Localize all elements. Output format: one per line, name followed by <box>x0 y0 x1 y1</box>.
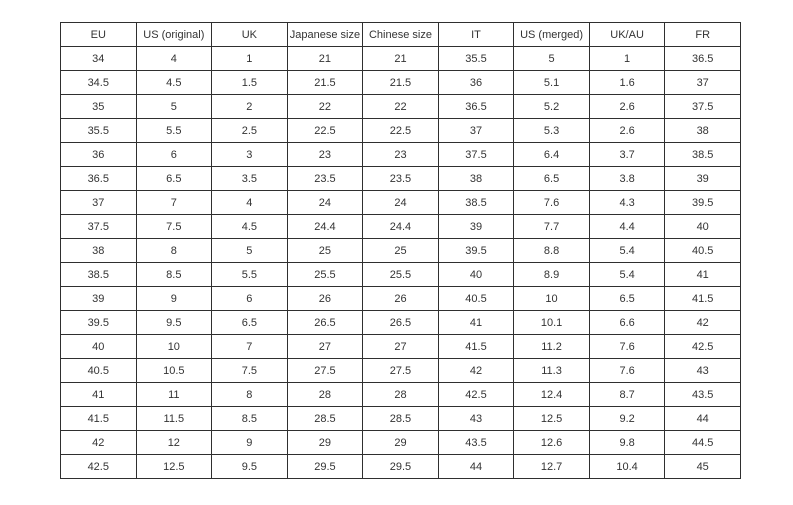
table-cell: 6 <box>212 287 288 311</box>
table-row <box>61 455 741 479</box>
table-cell: 26 <box>287 287 363 311</box>
table-cell: 3.8 <box>589 167 665 191</box>
table-cell: 36.5 <box>665 47 741 71</box>
table-cell: 40 <box>665 215 741 239</box>
table-cell: 41.5 <box>61 407 137 431</box>
table-cell: 1.5 <box>212 71 288 95</box>
table-cell: 42 <box>61 431 137 455</box>
table-cell: 9.2 <box>589 407 665 431</box>
table-cell: 35.5 <box>61 119 137 143</box>
table-cell: 39 <box>61 287 137 311</box>
table-cell: 44 <box>438 455 514 479</box>
table-row <box>61 311 741 335</box>
table-cell: 21.5 <box>287 71 363 95</box>
table-row <box>61 407 741 431</box>
table-row <box>61 383 741 407</box>
table-cell: 5 <box>136 95 212 119</box>
table-cell: 40.5 <box>61 359 137 383</box>
table-cell: 1 <box>589 47 665 71</box>
table-cell: 12.6 <box>514 431 590 455</box>
table-cell: 37.5 <box>665 95 741 119</box>
table-cell: 40 <box>61 335 137 359</box>
table-cell: 2.6 <box>589 95 665 119</box>
table-cell: 7 <box>136 191 212 215</box>
table-cell: 21.5 <box>363 71 439 95</box>
table-cell: 36 <box>438 71 514 95</box>
table-cell: 29 <box>363 431 439 455</box>
table-row <box>61 431 741 455</box>
table-cell: 7 <box>212 335 288 359</box>
table-cell: 39 <box>665 167 741 191</box>
table-cell: 26.5 <box>287 311 363 335</box>
table-cell: 1.6 <box>589 71 665 95</box>
table-cell: 23 <box>287 143 363 167</box>
size-conversion-table-container <box>60 22 741 479</box>
table-cell: 45 <box>665 455 741 479</box>
table-cell: 44 <box>665 407 741 431</box>
table-cell: 12.5 <box>514 407 590 431</box>
table-cell: 35.5 <box>438 47 514 71</box>
table-cell: 35 <box>61 95 137 119</box>
column-header: Japanese size <box>287 23 363 47</box>
table-cell: 36.5 <box>61 167 137 191</box>
table-row <box>61 335 741 359</box>
table-cell: 6.5 <box>589 287 665 311</box>
table-cell: 23 <box>363 143 439 167</box>
table-cell: 5.4 <box>589 263 665 287</box>
table-cell: 38.5 <box>61 263 137 287</box>
table-cell: 11.3 <box>514 359 590 383</box>
table-cell: 40 <box>438 263 514 287</box>
table-cell: 4 <box>136 47 212 71</box>
table-cell: 9.5 <box>212 455 288 479</box>
column-header: IT <box>438 23 514 47</box>
table-row <box>61 263 741 287</box>
table-cell: 37.5 <box>438 143 514 167</box>
table-cell: 37.5 <box>61 215 137 239</box>
table-cell: 5 <box>514 47 590 71</box>
table-body <box>61 47 741 479</box>
table-cell: 10 <box>514 287 590 311</box>
table-cell: 29 <box>287 431 363 455</box>
table-cell: 25 <box>287 239 363 263</box>
column-header: Chinese size <box>363 23 439 47</box>
table-cell: 41.5 <box>438 335 514 359</box>
table-cell: 21 <box>287 47 363 71</box>
table-cell: 8.9 <box>514 263 590 287</box>
table-header <box>61 23 741 47</box>
table-cell: 22.5 <box>287 119 363 143</box>
table-cell: 24.4 <box>363 215 439 239</box>
table-cell: 39.5 <box>61 311 137 335</box>
table-cell: 4.3 <box>589 191 665 215</box>
table-cell: 8 <box>212 383 288 407</box>
table-cell: 9.5 <box>136 311 212 335</box>
table-cell: 25.5 <box>363 263 439 287</box>
table-cell: 41 <box>438 311 514 335</box>
table-cell: 25 <box>363 239 439 263</box>
table-cell: 23.5 <box>287 167 363 191</box>
table-cell: 42.5 <box>665 335 741 359</box>
table-cell: 41 <box>665 263 741 287</box>
table-cell: 9 <box>212 431 288 455</box>
table-cell: 4.5 <box>136 71 212 95</box>
table-cell: 6 <box>136 143 212 167</box>
table-cell: 4.4 <box>589 215 665 239</box>
table-cell: 42 <box>665 311 741 335</box>
table-cell: 11.5 <box>136 407 212 431</box>
table-row <box>61 47 741 71</box>
table-cell: 7.6 <box>589 335 665 359</box>
table-cell: 10.5 <box>136 359 212 383</box>
table-row <box>61 119 741 143</box>
table-cell: 12.4 <box>514 383 590 407</box>
table-cell: 7.7 <box>514 215 590 239</box>
table-cell: 26 <box>363 287 439 311</box>
table-cell: 9 <box>136 287 212 311</box>
table-cell: 8 <box>136 239 212 263</box>
table-row <box>61 287 741 311</box>
table-cell: 11 <box>136 383 212 407</box>
table-cell: 5 <box>212 239 288 263</box>
table-cell: 40.5 <box>438 287 514 311</box>
table-cell: 28.5 <box>363 407 439 431</box>
table-cell: 40.5 <box>665 239 741 263</box>
column-header: EU <box>61 23 137 47</box>
table-cell: 12.5 <box>136 455 212 479</box>
table-cell: 42 <box>438 359 514 383</box>
table-cell: 5.5 <box>136 119 212 143</box>
table-cell: 28 <box>287 383 363 407</box>
table-cell: 42.5 <box>438 383 514 407</box>
table-cell: 34 <box>61 47 137 71</box>
table-cell: 11.2 <box>514 335 590 359</box>
table-cell: 39.5 <box>665 191 741 215</box>
table-cell: 6.5 <box>136 167 212 191</box>
header-row <box>61 23 741 47</box>
table-cell: 6.5 <box>514 167 590 191</box>
table-cell: 28.5 <box>287 407 363 431</box>
table-cell: 6.6 <box>589 311 665 335</box>
table-cell: 12 <box>136 431 212 455</box>
table-cell: 29.5 <box>363 455 439 479</box>
table-cell: 6.5 <box>212 311 288 335</box>
table-cell: 10 <box>136 335 212 359</box>
table-cell: 29.5 <box>287 455 363 479</box>
table-cell: 6.4 <box>514 143 590 167</box>
table-cell: 8.5 <box>212 407 288 431</box>
table-cell: 38 <box>665 119 741 143</box>
table-cell: 5.3 <box>514 119 590 143</box>
table-cell: 21 <box>363 47 439 71</box>
table-cell: 42.5 <box>61 455 137 479</box>
column-header: US (original) <box>136 23 212 47</box>
table-cell: 2.6 <box>589 119 665 143</box>
table-row <box>61 239 741 263</box>
table-cell: 22 <box>287 95 363 119</box>
table-cell: 27.5 <box>363 359 439 383</box>
column-header: UK <box>212 23 288 47</box>
table-cell: 3.5 <box>212 167 288 191</box>
table-cell: 27 <box>287 335 363 359</box>
table-cell: 2 <box>212 95 288 119</box>
table-row <box>61 359 741 383</box>
table-cell: 36.5 <box>438 95 514 119</box>
table-cell: 27 <box>363 335 439 359</box>
table-cell: 43.5 <box>665 383 741 407</box>
size-conversion-table <box>60 22 741 479</box>
table-cell: 37 <box>665 71 741 95</box>
table-cell: 44.5 <box>665 431 741 455</box>
table-cell: 43.5 <box>438 431 514 455</box>
table-cell: 22 <box>363 95 439 119</box>
table-cell: 37 <box>61 191 137 215</box>
table-cell: 4 <box>212 191 288 215</box>
table-row <box>61 95 741 119</box>
table-cell: 3 <box>212 143 288 167</box>
table-cell: 8.5 <box>136 263 212 287</box>
table-cell: 7.5 <box>212 359 288 383</box>
table-cell: 37 <box>438 119 514 143</box>
table-cell: 39.5 <box>438 239 514 263</box>
table-cell: 38.5 <box>438 191 514 215</box>
table-cell: 38 <box>438 167 514 191</box>
table-cell: 25.5 <box>287 263 363 287</box>
table-row <box>61 215 741 239</box>
table-cell: 27.5 <box>287 359 363 383</box>
table-cell: 10.1 <box>514 311 590 335</box>
table-row <box>61 71 741 95</box>
table-cell: 1 <box>212 47 288 71</box>
table-row <box>61 143 741 167</box>
table-cell: 36 <box>61 143 137 167</box>
table-cell: 8.7 <box>589 383 665 407</box>
column-header: UK/AU <box>589 23 665 47</box>
table-cell: 24 <box>363 191 439 215</box>
table-cell: 12.7 <box>514 455 590 479</box>
table-cell: 7.5 <box>136 215 212 239</box>
table-cell: 38.5 <box>665 143 741 167</box>
table-cell: 7.6 <box>514 191 590 215</box>
table-cell: 34.5 <box>61 71 137 95</box>
table-cell: 38 <box>61 239 137 263</box>
table-cell: 4.5 <box>212 215 288 239</box>
table-cell: 22.5 <box>363 119 439 143</box>
table-cell: 5.1 <box>514 71 590 95</box>
table-row <box>61 167 741 191</box>
table-cell: 5.4 <box>589 239 665 263</box>
table-cell: 5.2 <box>514 95 590 119</box>
table-cell: 7.6 <box>589 359 665 383</box>
column-header: FR <box>665 23 741 47</box>
table-cell: 41 <box>61 383 137 407</box>
table-cell: 28 <box>363 383 439 407</box>
table-cell: 26.5 <box>363 311 439 335</box>
table-cell: 39 <box>438 215 514 239</box>
table-cell: 43 <box>438 407 514 431</box>
table-cell: 24.4 <box>287 215 363 239</box>
table-cell: 2.5 <box>212 119 288 143</box>
table-cell: 24 <box>287 191 363 215</box>
table-row <box>61 191 741 215</box>
table-cell: 5.5 <box>212 263 288 287</box>
table-cell: 43 <box>665 359 741 383</box>
table-cell: 23.5 <box>363 167 439 191</box>
table-cell: 9.8 <box>589 431 665 455</box>
table-cell: 41.5 <box>665 287 741 311</box>
table-cell: 3.7 <box>589 143 665 167</box>
table-cell: 8.8 <box>514 239 590 263</box>
column-header: US (merged) <box>514 23 590 47</box>
table-cell: 10.4 <box>589 455 665 479</box>
